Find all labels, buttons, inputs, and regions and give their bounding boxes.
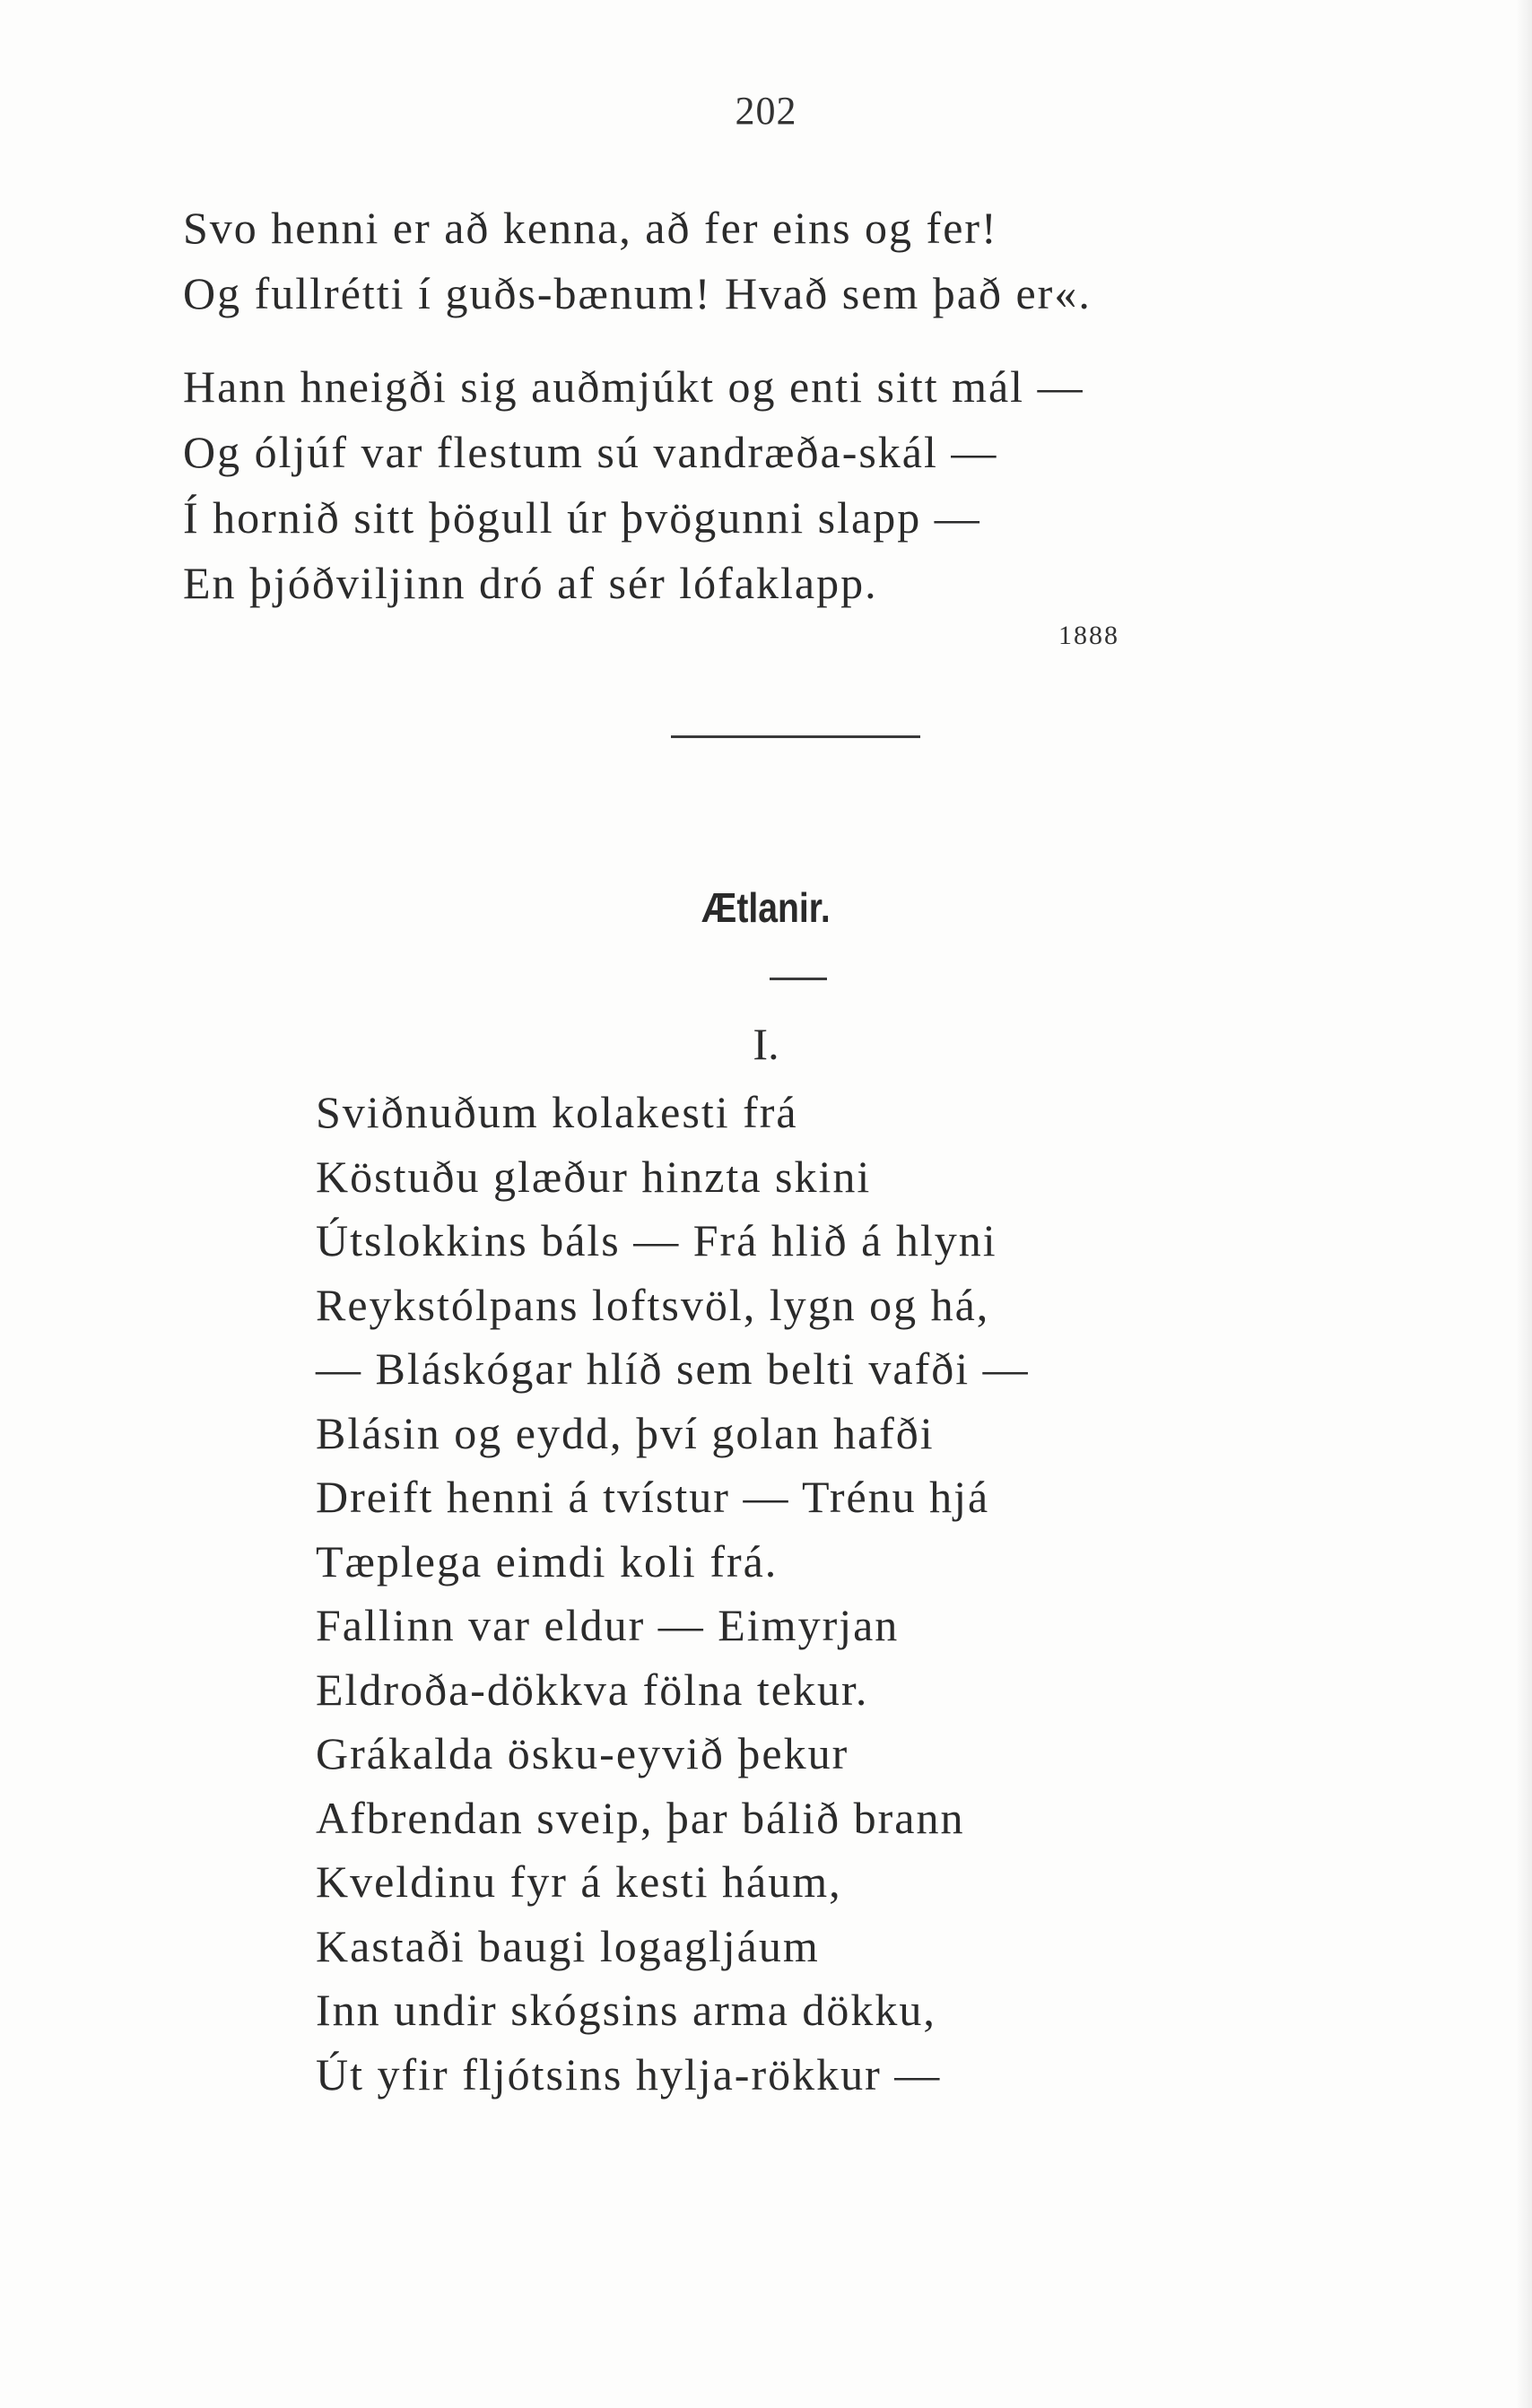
page-number: 202 [735,89,797,133]
poem-title: Ætlanir. [701,884,831,931]
verse-line: — Bláskógar hlíð sem belti vafði — [316,1343,1030,1394]
verse-line: En þjóðviljinn dró af sér lófaklapp. [183,558,878,608]
verse-line: Blásin og eydd, því golan hafði [316,1407,935,1458]
verse-line: Grákalda ösku-eyvið þekur [316,1728,849,1778]
verse-line: Svo henni er að kenna, að fer eins og fer! [183,203,998,253]
verse-line: Kastaði baugi logagljáum [316,1920,820,1971]
section-divider [671,735,920,738]
previous-poem-stanza-1 [183,196,1092,326]
verse-line: Köstuðu glæður hinzta skini [316,1151,872,1202]
verse-line: Eldroða-dökkva fölna tekur. [316,1664,869,1715]
verse-line: Inn undir skógsins arma dökku, [316,1985,936,2035]
page-edge-shadow [1516,0,1532,2408]
verse-line: Reykstólpans loftsvöl, lygn og há, [316,1279,990,1330]
verse-line: Út yfir fljótsins hylja-rökkur — [316,2048,942,2099]
verse-line: Fallinn var eldur — Eimyrjan [316,1600,900,1650]
verse-line: Sviðnuðum kolakesti frá [316,1087,798,1137]
title-rule [770,978,827,980]
part-number: I. [753,1019,779,1069]
verse-line: Dreift henni á tvístur — Trénu hjá [316,1472,990,1522]
verse-line: Tæplega eimdi koli frá. [316,1535,779,1586]
poem-body [316,1081,1030,2107]
verse-line: Útslokkins báls — Frá hlið á hlyni [316,1215,997,1265]
previous-poem-stanza-2 [183,354,1084,616]
verse-line: Hann hneigði sig auðmjúkt og enti sitt mál — [183,361,1084,412]
verse-line: Afbrendan sveip, þar bálið brann [316,1792,965,1843]
verse-line: Og fullrétti í guðs-bænum! Hvað sem það er«. [183,268,1092,318]
verse-line: Í hornið sitt þögull úr þvögunni slapp — [183,492,981,543]
verse-line: Kveldinu fyr á kesti háum, [316,1856,842,1907]
verse-line: Og óljúf var flestum sú vandræða-skál — [183,427,998,477]
poem-year: 1888 [1058,621,1119,650]
